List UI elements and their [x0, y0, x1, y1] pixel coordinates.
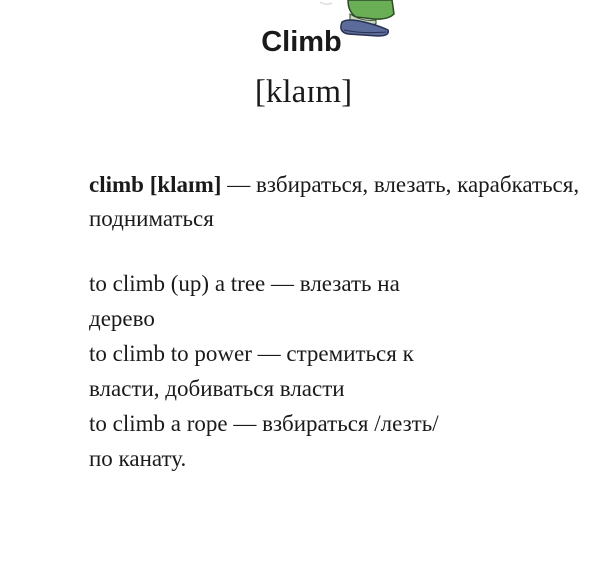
- definition-headword: climb [klaɪm]: [89, 172, 222, 197]
- word-title-text: Climb: [261, 26, 342, 58]
- examples-list: [89, 266, 589, 476]
- word-transcription: [klaɪm]: [254, 74, 353, 110]
- example-1-line-1: to climb (up) a tree — влезать на: [89, 271, 400, 296]
- example-2-line-1: to climb to power — стремиться к: [89, 341, 414, 366]
- example-1-line-2: дерево: [89, 306, 155, 331]
- example-3-line-2: по канату.: [89, 446, 187, 471]
- example-3-line-1: to climb a rope — взбираться /лезть/: [89, 411, 439, 436]
- word-title: [0, 24, 607, 60]
- definition: [89, 168, 589, 236]
- definition-translation: — взбираться, влезать, карабкаться, подниматься: [89, 172, 580, 231]
- example-2-line-2: власти, добиваться власти: [89, 376, 345, 401]
